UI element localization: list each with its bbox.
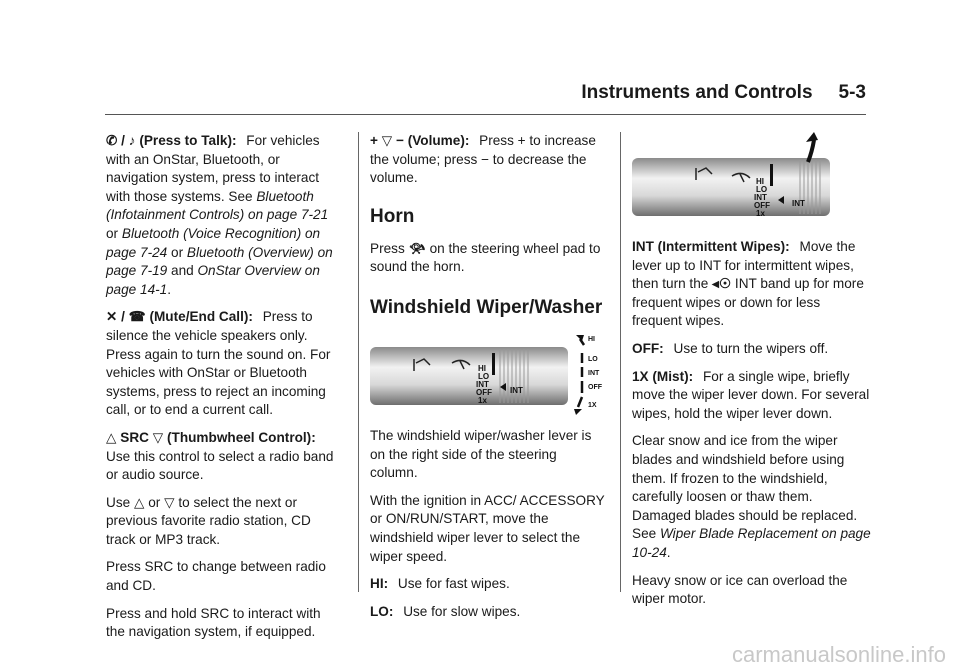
fig-right-label-1x: 1X xyxy=(588,401,597,409)
off-label: OFF: xyxy=(632,340,664,356)
link-onstar-overview[interactable]: OnStar Overview on page 14-1 xyxy=(106,263,320,297)
column-divider-1 xyxy=(358,132,359,592)
fig-label-off: OFF xyxy=(754,201,770,210)
mist-paragraph xyxy=(632,368,872,424)
ptt-label: (Press to Talk): xyxy=(139,133,237,148)
fig-scale-bar xyxy=(492,353,495,375)
header-rule xyxy=(105,114,866,115)
fig-label-1x: 1x xyxy=(478,395,487,405)
watermark: carmanualsonline.info xyxy=(731,642,946,667)
lo-label: LO: xyxy=(370,603,394,619)
text-use: Use xyxy=(106,494,131,510)
horn-paragraph xyxy=(370,240,608,277)
hi-paragraph xyxy=(370,575,608,594)
hi-label: HI: xyxy=(370,576,389,592)
mute-label: (Mute/End Call): xyxy=(149,309,253,325)
fig-right-label-int: INT xyxy=(588,369,600,377)
fig-position-marks xyxy=(574,335,584,415)
fig-label-lo: LO xyxy=(478,371,490,381)
thumbwheel-up-icon: △ xyxy=(133,494,145,510)
column-3 xyxy=(632,132,872,618)
ignition-paragraph: With the ignition in ACC/ ACCESSORY or ON/RUN/START, move the windshield wiper lever to select the wiper speed. xyxy=(370,492,605,564)
use-text: to select the next or previous favorite radio station, CD track or MP3 track. xyxy=(106,494,311,547)
link-bt-voice[interactable]: Bluetooth (Voice Recognition) on page 7-24 xyxy=(106,225,321,260)
voice-icon: ♪ xyxy=(128,133,136,148)
text-or: or xyxy=(106,225,119,241)
mute-paragraph: ✕ / ☎ (Mute/End Call): Press to silence the vehicle speakers only. Press again to turn the sound on. For vehicles with OnStar or Bluetooth systems, press to reject an incoming call, or to end a current call. xyxy=(106,309,331,418)
hi-text: Use for fast wipes. xyxy=(397,576,510,592)
plus-sign: + xyxy=(370,133,378,148)
horn-text: on the steering wheel pad to sound the horn. xyxy=(370,240,601,275)
mist-text: For a single wipe, briefly move the wiper lever down. For several wipes, hold the wiper lever down. xyxy=(632,368,870,421)
fig-label-off: OFF xyxy=(476,387,492,397)
volume-label: − (Volume): xyxy=(395,133,470,148)
page-header xyxy=(581,82,866,104)
text-or: or xyxy=(171,244,184,260)
clear-paragraph xyxy=(632,432,872,562)
fig-label-hi: HI xyxy=(756,177,764,186)
ptt-paragraph: ✆ / ♪ (Press to Talk): For vehicles with an OnStar, Bluetooth, or navigation system, press to interact with those systems. See Bluetooth (Infotainment Controls) on page 7-21 or Bluetooth (Voice Recognition) on page 7-24 or Bluetooth (Overview) on page 7-19 and OnStar Overview on page 14-1. xyxy=(106,133,333,297)
text-and: and xyxy=(171,263,194,279)
rotate-up-arrow-icon xyxy=(806,132,818,162)
fig-int-band: INT xyxy=(510,385,523,395)
int-paragraph xyxy=(632,238,872,331)
horn-heading: Horn xyxy=(370,205,415,227)
column-1 xyxy=(106,132,342,651)
src-hold-paragraph: Press and hold SRC to interact with the navigation system, if equipped. xyxy=(106,605,321,640)
fig-label-hi: HI xyxy=(478,363,486,373)
fig-label-int: INT xyxy=(754,193,767,202)
int-band-icon: ◂☉ xyxy=(712,276,732,292)
mute-icon: ✕ xyxy=(106,309,118,325)
end-call-icon: ☎ xyxy=(128,309,146,325)
volume-paragraph xyxy=(370,132,608,188)
src-word: SRC xyxy=(120,429,149,445)
text-press: Press xyxy=(370,240,405,256)
fig-label-lo: LO xyxy=(756,185,768,194)
thumbwheel-up-icon: △ xyxy=(106,429,117,445)
link-bt-overview[interactable]: Bluetooth (Overview) on page 7-19 xyxy=(106,244,333,279)
text-period: . xyxy=(167,281,172,297)
text-or: or xyxy=(148,494,161,510)
fig-right-label-off: OFF xyxy=(588,383,602,391)
fig-right-label-lo: LO xyxy=(588,355,598,363)
fig-int-band: INT xyxy=(792,199,805,208)
thumbwheel-down-icon: ▽ xyxy=(164,494,175,510)
column-2 xyxy=(370,132,608,630)
thumbwheel-label: (Thumbwheel Control): xyxy=(166,429,316,445)
fig-label-int: INT xyxy=(476,379,489,389)
lo-text: Use for slow wipes. xyxy=(403,603,521,619)
thumbwheel-paragraph xyxy=(106,429,342,485)
fig-label-1x: 1x xyxy=(756,209,765,218)
fig-scale-bar xyxy=(770,164,773,186)
link-bt-infotainment[interactable]: Bluetooth (Infotainment Controls) on page 7-21 xyxy=(106,188,329,223)
thumbwheel-text: Use this control to select a radio band or audio source. xyxy=(106,448,334,483)
wiper-lever-figure xyxy=(370,331,608,417)
fig-right-label-hi: HI xyxy=(588,335,595,343)
location-paragraph: The windshield wiper/washer lever is on the right side of the steering column. xyxy=(370,427,592,481)
thumbwheel-down-icon: ▽ xyxy=(152,429,164,445)
link-wiper-blade[interactable]: Wiper Blade Replacement on page 10-24 xyxy=(632,526,871,560)
lever-body xyxy=(370,347,568,405)
int-text-2: INT band up for more frequent wipes or down for less frequent wipes. xyxy=(632,276,864,329)
volume-text: Press + to increase the volume; press − to decrease the volume. xyxy=(370,133,596,186)
horn-icon: 📯︎ xyxy=(408,240,426,256)
header-title: Instruments and Controls xyxy=(581,82,813,103)
int-label: INT (Intermittent Wipes): xyxy=(632,239,790,254)
mute-text: Press to silence the vehicle speakers only. Press again to turn the sound on. For vehicles with OnStar or Bluetooth systems, press to reject an incoming call, or to end a current call. xyxy=(106,309,331,418)
column-divider-2 xyxy=(620,132,621,592)
volume-icon: ▽ xyxy=(381,133,393,148)
section-number: 5-3 xyxy=(838,82,866,103)
mist-label: 1X (Mist): xyxy=(632,368,694,384)
wiper-heading: Windshield Wiper/Washer xyxy=(370,296,603,318)
lo-paragraph xyxy=(370,603,608,622)
text-period: . xyxy=(666,544,671,560)
ptt-text: For vehicles with an OnStar, Bluetooth, or navigation system, press to interact with those systems. See xyxy=(106,133,320,204)
int-band-figure xyxy=(632,132,872,228)
off-text: Use to turn the wipers off. xyxy=(673,340,829,356)
off-paragraph xyxy=(632,340,872,359)
int-text-1: Move the lever up to INT for intermittent wipes, then turn the xyxy=(632,239,856,292)
heavy-paragraph: Heavy snow or ice can overload the wiper motor. xyxy=(632,572,848,607)
use-paragraph xyxy=(106,494,342,550)
clear-text: Clear snow and ice from the wiper blades and windshield before using them. If frozen to the windshield, carefully loosen or thaw them. Damaged blades should be replaced. See xyxy=(632,433,858,542)
src-change-paragraph: Press SRC to change between radio and CD. xyxy=(106,559,326,594)
phone-icon: ✆ xyxy=(106,133,118,148)
